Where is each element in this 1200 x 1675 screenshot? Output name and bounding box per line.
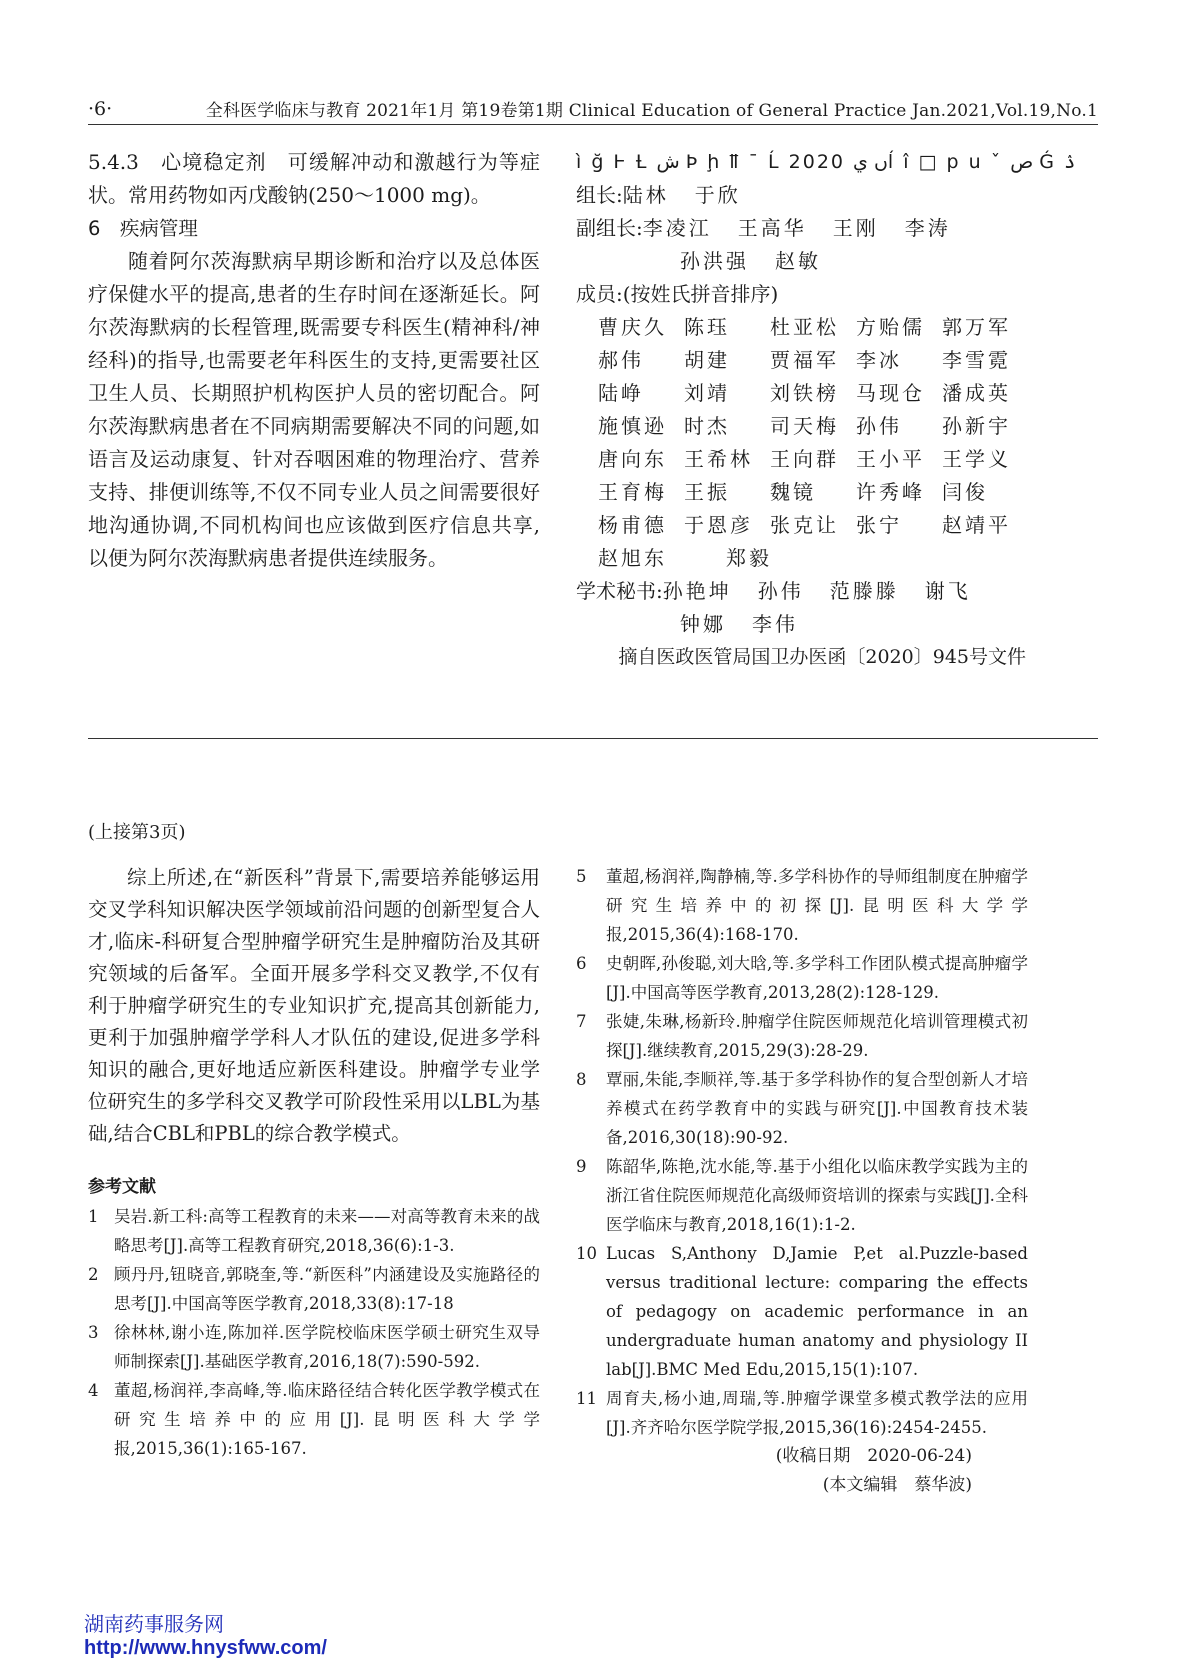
secretary-row-2 (576, 608, 1028, 641)
person-name: 王高华 (737, 216, 807, 240)
bottom-left-column (88, 862, 540, 1463)
member-name: 施慎逊 (598, 414, 667, 438)
member-name: 司天梅 (770, 414, 839, 438)
member-name: 郝伟 (598, 348, 644, 372)
deputy-row (576, 212, 1028, 245)
reference-text: 吴岩.新工科:高等工程教育的未来——对高等教育未来的战略思考[J].高等工程教育研究,2018,36(6):1-3. (114, 1207, 540, 1255)
member-name: 唐向东 (598, 447, 667, 471)
secretary-names-line1 (663, 575, 997, 608)
leader-row (576, 179, 1028, 212)
leader-label: 组长: (576, 183, 623, 207)
member-name: 郭万军 (942, 315, 1011, 339)
member-name: 刘铁榜 (770, 381, 839, 405)
watermark-name: 湖南药事服务网 (84, 1612, 224, 1636)
person-name: 钟娜 (680, 612, 726, 636)
member-name: 于恩彦 (684, 513, 753, 537)
person-name: 李涛 (904, 216, 951, 240)
member-row (598, 542, 1028, 575)
reference-number: 3 (88, 1323, 99, 1342)
member-name: 陈珏 (684, 315, 730, 339)
member-name: 王学义 (942, 447, 1011, 471)
person-name: 谢飞 (924, 579, 971, 603)
reference-item (576, 949, 1028, 1007)
member-name: 潘成英 (942, 381, 1011, 405)
source-note: 摘自医政医管局国卫办医函〔2020〕945号文件 (618, 646, 1026, 668)
reference-text: Lucas S,Anthony D,Jamie P,et al.Puzzle-based versus traditional lecture: comparing the effects of pedagogy on academic performance in an undergraduate human anatomy and physiology II lab[J].BMC Med Edu,2015,15(1):107. (606, 1244, 1028, 1379)
references-heading: 参考文献 (88, 1177, 156, 1197)
member-row (598, 476, 1028, 509)
person-name: 李凌江 (642, 216, 712, 240)
reference-item (576, 1007, 1028, 1065)
person-name: 陆林 (622, 183, 669, 207)
member-row (598, 311, 1028, 344)
member-name: 陆峥 (598, 381, 644, 405)
member-row (598, 377, 1028, 410)
reference-number: 6 (576, 954, 587, 973)
deputy-row-2 (576, 245, 1028, 278)
reference-number: 7 (576, 1012, 587, 1031)
member-row (598, 410, 1028, 443)
member-name: 王小平 (856, 447, 925, 471)
page-number: ·6· (88, 98, 113, 120)
reference-number: 4 (88, 1381, 99, 1400)
reference-text: 张婕,朱琳,杨新玲.肿瘤学住院医师规范化培训管理模式初探[J].继续教育,2015,29(3):28-29. (606, 1012, 1028, 1060)
reference-item (576, 1384, 1028, 1442)
member-name: 王希林 (684, 447, 753, 471)
deputy-label: 副组长: (576, 216, 643, 240)
member-name: 许秀峰 (856, 480, 925, 504)
member-name: 方贻儒 (856, 315, 925, 339)
member-name: 郑毅 (726, 546, 772, 570)
member-row (598, 443, 1028, 476)
conclusion-paragraph: 综上所述,在“新医科”背景下,需要培养能够运用交叉学科知识解决医学领域前沿问题的创新型复合人才,临床-科研复合型肿瘤学研究生是肿瘤防治及其研究领域的后备军。全面开展多学科交叉教学,不仅有利于肿瘤学研究生的专业知识扩充,提高其创新能力,更利于加强肿瘤学学科人才队伍的建设,促进多学科知识的融合,更好地适应新医科建设。肿瘤学专业学位研究生的多学科交叉教学可阶段性采用以LBL为基础,结合CBL和PBL的综合教学模式。 (88, 866, 540, 1145)
bottom-right-column (576, 862, 1028, 1500)
person-name: 孙伟 (757, 579, 804, 603)
reference-number: 10 (576, 1244, 597, 1263)
garbled-title: ì ğ Ⱶ Ƚ ش Þ ḩ ỻ ˉ Ĺ 2020 ں يĺ î □ p u ˇ ص Ǵ ۮ (576, 151, 1076, 173)
section-6-body: 随着阿尔茨海默病早期诊断和治疗以及总体医疗保健水平的提高,患者的生存时间在逐渐延长。阿尔茨海默病的长程管理,既需要专科医生(精神科/神经科)的指导,也需要老年科医生的支持,更需要社区卫生人员、长期照护机构医护人员的密切配合。阿尔茨海默病患者在不同病期需要解决不同的问题,如语言及运动康复、针对吞咽困难的物理治疗、营养支持、排便训练等,不仅不同专业人员之间需要很好地沟通协调,不同机构间也应该做到医疗信息共享,以便为阿尔茨海默病患者提供连续服务。 (88, 249, 540, 570)
reference-item (576, 1152, 1028, 1239)
deputy-names-line1 (643, 212, 977, 245)
member-name: 张克让 (770, 513, 839, 537)
page-header (88, 92, 1098, 128)
references-right (576, 862, 1028, 1442)
member-name: 曹庆久 (598, 315, 667, 339)
reference-text: 覃丽,朱能,李顺祥,等.基于多学科协作的复合型创新人才培养模式在药学教育中的实践与研究[J].中国教育技术装备,2016,30(18):90-92. (606, 1070, 1028, 1147)
reference-text: 董超,杨润祥,陶静楠,等.多学科协作的导师组制度在肿瘤学研究生培养中的初探[J].昆明医科大学学报,2015,36(4):168-170. (606, 867, 1028, 944)
reference-number: 8 (576, 1070, 587, 1089)
person-name: 李伟 (752, 612, 798, 636)
reference-number: 1 (88, 1207, 99, 1226)
reference-text: 史朝晖,孙俊聪,刘大晗,等.多学科工作团队模式提高肿瘤学[J].中国高等医学教育,2013,28(2):128-129. (606, 954, 1028, 1002)
references-left (88, 1202, 540, 1463)
member-name: 张宁 (856, 513, 902, 537)
leader-names (623, 179, 767, 212)
reference-text: 顾丹丹,钮晓音,郭晓奎,等.“新医科”内涵建设及实施路径的思考[J].中国高等医学教育,2018,33(8):17-18 (114, 1265, 540, 1313)
member-row (598, 344, 1028, 377)
member-name: 贾福军 (770, 348, 839, 372)
secretary-row (576, 575, 1028, 608)
reference-number: 11 (576, 1389, 597, 1408)
committee-roster (576, 146, 1076, 674)
member-row (598, 509, 1028, 542)
members-label: 成员:(按姓氏拼音排序) (576, 282, 779, 306)
watermark-url[interactable]: http://www.hnysfww.com/ (84, 1637, 327, 1659)
member-name: 王向群 (770, 447, 839, 471)
deputy-names-line2 (680, 245, 847, 278)
member-name: 时杰 (684, 414, 730, 438)
member-name: 王育梅 (598, 480, 667, 504)
member-name: 杨甫德 (598, 513, 667, 537)
person-name: 范滕滕 (829, 579, 899, 603)
member-name: 李冰 (856, 348, 902, 372)
member-name: 胡建 (684, 348, 730, 372)
member-name: 闫俊 (942, 480, 988, 504)
section-6-title: 6 疾病管理 (88, 217, 198, 240)
member-name: 刘靖 (684, 381, 730, 405)
section-5-4-3: 5.4.3 心境稳定剂 可缓解冲动和激越行为等症状。常用药物如丙戊酸钠(250～1000 mg)。 (88, 150, 540, 207)
reference-item (576, 1239, 1028, 1384)
person-name: 孙艳坤 (662, 579, 732, 603)
reference-number: 2 (88, 1265, 99, 1284)
member-name: 孙伟 (856, 414, 902, 438)
person-name: 孙洪强 (680, 249, 749, 273)
member-name: 赵靖平 (942, 513, 1011, 537)
member-name: 赵旭东 (598, 546, 667, 570)
reference-text: 董超,杨润祥,李高峰,等.临床路径结合转化医学教学模式在研究生培养中的应用[J].昆明医科大学学报,2015,36(1):165-167. (114, 1381, 540, 1458)
secretary-names-line2 (680, 608, 824, 641)
top-left-column (88, 146, 540, 575)
member-name: 马现仓 (856, 381, 925, 405)
person-name: 王刚 (832, 216, 879, 240)
person-name: 于欣 (694, 183, 741, 207)
member-name: 魏镜 (770, 480, 816, 504)
reference-number: 9 (576, 1157, 587, 1176)
members-list (576, 311, 1028, 575)
reference-text: 徐林林,谢小连,陈加祥.医学院校临床医学硕士研究生双导师制探索[J].基础医学教育,2016,18(7):590-592. (114, 1323, 540, 1371)
member-name: 王振 (684, 480, 730, 504)
reference-item (576, 862, 1028, 949)
member-name: 杜亚松 (770, 315, 839, 339)
site-watermark (84, 1612, 327, 1660)
reference-text: 周育夫,杨小迪,周瑞,等.肿瘤学课堂多模式教学法的应用[J].齐齐哈尔医学院学报,2015,36(16):2454-2455. (606, 1389, 1028, 1437)
reference-item (88, 1318, 540, 1376)
secretary-label: 学术秘书: (576, 579, 663, 603)
member-name: 孙新宇 (942, 414, 1011, 438)
received-date: (收稿日期 2020-06-24) (775, 1446, 972, 1466)
person-name: 赵敏 (775, 249, 821, 273)
reference-item (88, 1260, 540, 1318)
reference-item (88, 1202, 540, 1260)
reference-number: 5 (576, 867, 587, 886)
reference-item (576, 1065, 1028, 1152)
reference-item (88, 1376, 540, 1463)
reference-text: 陈韶华,陈艳,沈水能,等.基于小组化以临床教学实践为主的浙江省住院医师规范化高级师资培训的探索与实践[J].全科医学临床与教育,2018,16(1):1-2. (606, 1157, 1028, 1234)
section-divider (88, 738, 1098, 739)
editor-note: (本文编辑 蔡华波) (822, 1475, 972, 1495)
running-head: 全科医学临床与教育 2021年1月 第19卷第1期 Clinical Education of General Practice Jan.2021,Vol.19,No.1 (205, 101, 1098, 121)
header-rule (88, 124, 1098, 125)
continued-note: (上接第3页) (88, 822, 186, 843)
member-name: 李雪霓 (942, 348, 1011, 372)
